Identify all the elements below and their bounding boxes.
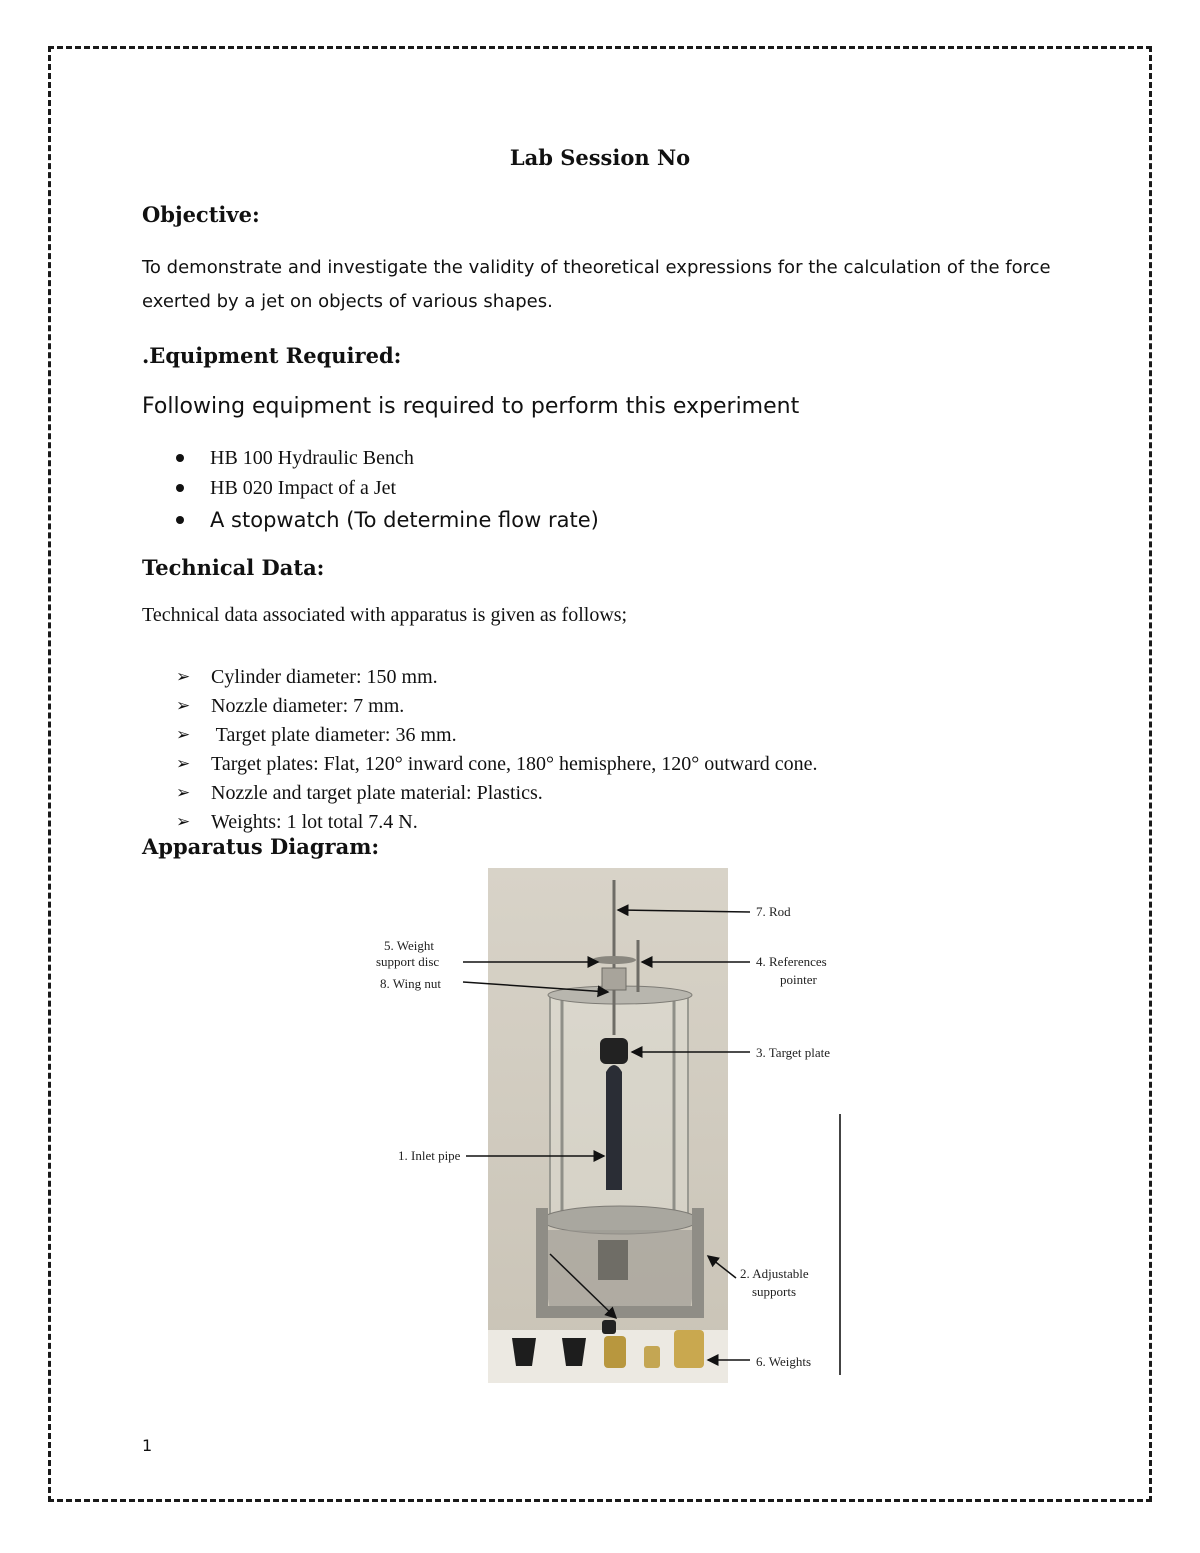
spring	[602, 968, 626, 990]
target-plate	[600, 1038, 628, 1064]
label-target-plate: 3. Target plate	[756, 1045, 831, 1060]
page-number: 1	[142, 1436, 153, 1455]
list-item: ➢ Nozzle and target plate material: Plastics.	[176, 779, 818, 808]
list-item: ➢ Target plate diameter: 36 mm.	[176, 721, 818, 750]
list-item: ➢ Target plates: Flat, 120° inward cone, 180° hemisphere, 120° outward cone.	[176, 750, 818, 779]
weight-piece	[512, 1338, 536, 1366]
equipment-heading: .Equipment Required:	[142, 343, 402, 368]
list-item: HB 020 Impact of a Jet	[172, 473, 599, 503]
list-item: ➢ Cylinder diameter: 150 mm.	[176, 663, 818, 692]
objective-heading: Objective:	[142, 202, 260, 227]
weight-piece	[674, 1330, 704, 1368]
bullet-icon	[176, 516, 184, 524]
weight-support-disc	[592, 956, 636, 964]
label-weight-support: 5. Weight	[384, 938, 434, 953]
technical-heading: Technical Data:	[142, 555, 325, 580]
base-plate	[542, 1206, 698, 1234]
label-wing-nut: 8. Wing nut	[380, 976, 441, 991]
page-title: Lab Session No	[509, 145, 691, 170]
pipe-fitting	[598, 1240, 628, 1280]
arrow-bullet-icon: ➢	[176, 812, 191, 832]
label-adjustable: 2. Adjustable	[740, 1266, 809, 1281]
list-item: A stopwatch (To determine flow rate)	[172, 503, 599, 537]
weight-piece	[562, 1338, 586, 1366]
apparatus-diagram	[340, 860, 860, 1390]
label-reference: pointer	[780, 972, 817, 987]
technical-intro: Technical data associated with apparatus is given as follows;	[142, 604, 628, 626]
arrow-bullet-icon: ➢	[176, 754, 191, 774]
technical-list	[176, 663, 818, 837]
objective-text: To demonstrate and investigate the validity of theoretical expressions for the calculation of the force exerted by a jet on objects of various shapes.	[142, 257, 1051, 312]
apparatus-heading: Apparatus Diagram:	[142, 834, 380, 859]
equipment-list	[172, 443, 599, 537]
label-weight-support: support disc	[376, 954, 440, 969]
arrow-bullet-icon: ➢	[176, 725, 191, 745]
arrow-bullet-icon: ➢	[176, 783, 191, 803]
weight-piece	[644, 1346, 660, 1368]
list-item: ➢ Nozzle diameter: 7 mm.	[176, 692, 818, 721]
label-reference: 4. References	[756, 954, 827, 969]
label-adjustable: supports	[752, 1284, 797, 1299]
arrow-bullet-icon: ➢	[176, 667, 191, 687]
bullet-icon	[176, 484, 184, 492]
inlet-pipe	[606, 1065, 622, 1190]
weight-piece	[604, 1336, 626, 1368]
arrow-bullet-icon: ➢	[176, 696, 191, 716]
list-item: ➢ Weights: 1 lot total 7.4 N.	[176, 808, 818, 837]
bullet-icon	[176, 454, 184, 462]
leg	[692, 1208, 704, 1318]
label-inlet-pipe: 1. Inlet pipe	[398, 1148, 461, 1163]
list-item: HB 100 Hydraulic Bench	[172, 443, 599, 473]
leg	[536, 1208, 548, 1318]
equipment-intro: Following equipment is required to perform this experiment	[142, 394, 800, 419]
label-weights: 6. Weights	[756, 1354, 812, 1369]
label-rod: 7. Rod	[756, 904, 791, 919]
stand-foot	[536, 1306, 704, 1318]
weight-piece	[602, 1320, 616, 1334]
